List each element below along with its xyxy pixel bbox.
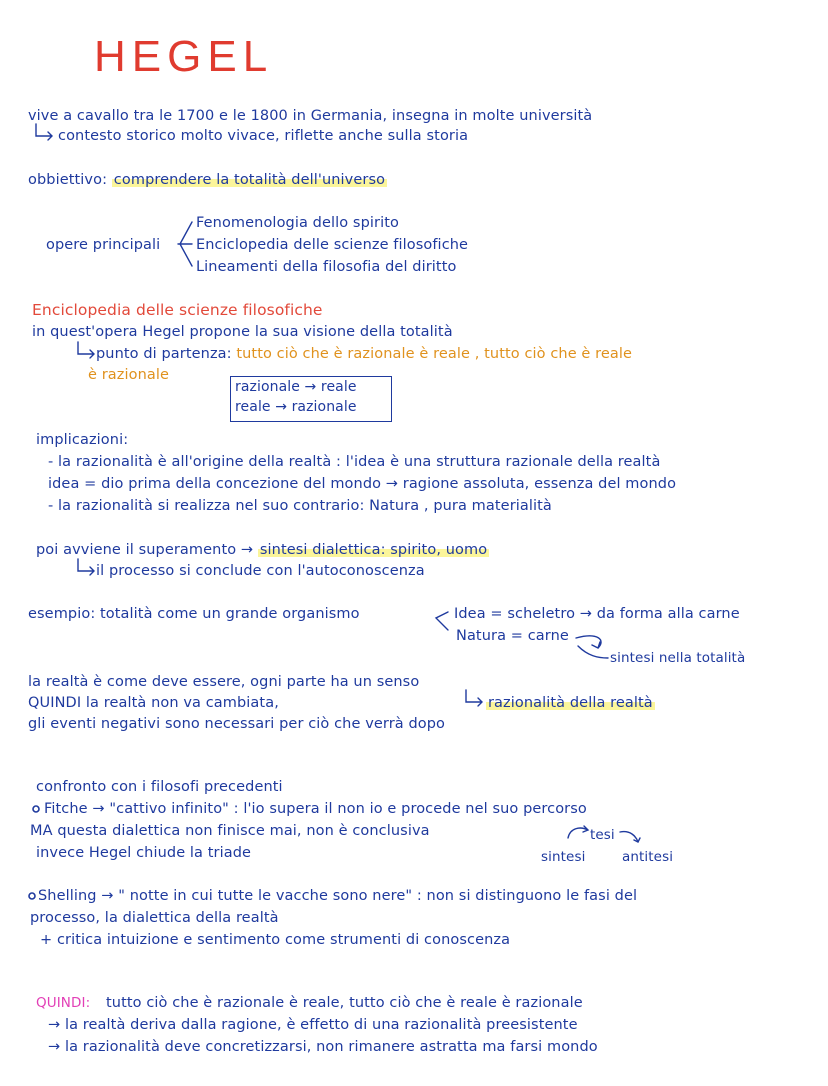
works-item-1: Fenomenologia dello spirito <box>196 215 399 231</box>
triad-tesi: tesi <box>590 827 615 843</box>
implications-line-2: idea = dio prima della concezione del mondo → ragione assoluta, essenza del mondo <box>48 476 677 492</box>
schelling-line-2: processo, la dialettica della realtà <box>30 910 279 926</box>
conclusion-line-3: → la razionalità deve concretizzarsi, non rimanere astratta ma farsi mondo <box>48 1039 598 1055</box>
starting-point-text-2: è razionale <box>88 367 170 383</box>
works-label: opere principali <box>46 237 161 253</box>
triad-sintesi: sintesi <box>541 849 586 865</box>
schelling-line-3: + critica intuizione e sentimento come strumenti di conoscenza <box>40 932 511 948</box>
example-synthesis: sintesi nella totalità <box>610 650 746 666</box>
hook-arrow-icon <box>78 559 94 575</box>
bullet-icon <box>33 806 39 812</box>
bullet-icon <box>29 893 35 899</box>
implications-line-3: - la razionalità si realizza nel suo contrario: Natura , pura materialità <box>48 498 552 514</box>
encyclopedia-line-1-pre: in quest'opera Hegel propone la sua visione della totalità <box>32 324 453 340</box>
schelling-line-1: Shelling → " notte in cui tutte le vacche sono nere" : non si distinguono le fasi del <box>38 888 638 904</box>
reality-line-3: gli eventi negativi sono necessari per ciò che verrà dopo <box>28 716 446 732</box>
works-item-2: Enciclopedia delle scienze filosofiche <box>196 237 469 253</box>
reality-line-1: la realtà è come deve essere, ogni parte ha un senso <box>28 674 420 690</box>
hook-arrow-icon <box>36 124 52 140</box>
fichte-line-3: invece Hegel chiude la triade <box>36 845 252 861</box>
page-title: HEGEL <box>94 32 274 81</box>
reality-highlight-text: razionalità della realtà <box>488 695 653 711</box>
conclusion-line-1: tutto ciò che è razionale è reale, tutto ciò che è reale è razionale <box>106 995 583 1011</box>
fichte-line-1: Fitche → "cattivo infinito" : l'io supera il non io e procede nel suo percorso <box>44 801 587 817</box>
works-item-3: Lineamenti della filosofia del diritto <box>196 259 457 275</box>
starting-point-text: tutto ciò che è razionale è reale , tutto ciò che è reale <box>236 346 633 362</box>
example-nature: Natura = carne <box>456 628 569 644</box>
fichte-line-2: MA questa dialettica non finisce mai, non è conclusiva <box>30 823 430 839</box>
comparison-heading: confronto con i filosofi precedenti <box>36 779 283 795</box>
curved-arrow-icon <box>576 636 601 648</box>
triad-arrow-icon <box>568 826 588 838</box>
hook-arrow-icon <box>466 690 482 706</box>
synthesis-line-2: il processo si conclude con l'autoconoscenza <box>96 563 425 579</box>
section-heading-encyclopedia: Enciclopedia delle scienze filosofiche <box>32 301 323 319</box>
example-label: esempio: totalità come un grande organismo <box>28 606 360 622</box>
example-bracket-icon <box>436 612 448 630</box>
intro-line-1: vive a cavallo tra le 1700 e le 1800 in Germania, insegna in molte università <box>28 108 593 124</box>
synthesis-highlight: sintesi dialettica: spirito, uomo <box>259 542 488 558</box>
example-idea: Idea = scheletro → da forma alla carne <box>454 606 740 622</box>
implications-label: implicazioni: <box>36 432 129 448</box>
box-line-2: reale → razionale <box>235 399 357 415</box>
objective-label: obbiettivo: <box>28 172 108 188</box>
objective-text: comprendere la totalità dell'universo <box>113 172 386 188</box>
conclusion-label: QUINDI: <box>36 995 91 1011</box>
reality-line-2: QUINDI la realtà non va cambiata, <box>28 695 279 711</box>
starting-point-label: punto di partenza: <box>96 346 232 362</box>
works-bracket-icon <box>178 222 192 266</box>
hook-arrow-icon <box>78 342 94 358</box>
curved-arrow-icon <box>578 646 608 658</box>
synthesis-pre: poi avviene il superamento → <box>36 542 254 558</box>
conclusion-line-2: → la realtà deriva dalla ragione, è effetto di una razionalità preesistente <box>48 1017 578 1033</box>
triad-arrow-icon <box>620 832 640 842</box>
box-line-1: razionale → reale <box>235 379 357 395</box>
triad-antitesi: antitesi <box>622 849 674 865</box>
implications-line-1: - la razionalità è all'origine della realtà : l'idea è una struttura razionale della realtà <box>48 454 661 470</box>
intro-line-2: contesto storico molto vivace, riflette anche sulla storia <box>58 128 469 144</box>
